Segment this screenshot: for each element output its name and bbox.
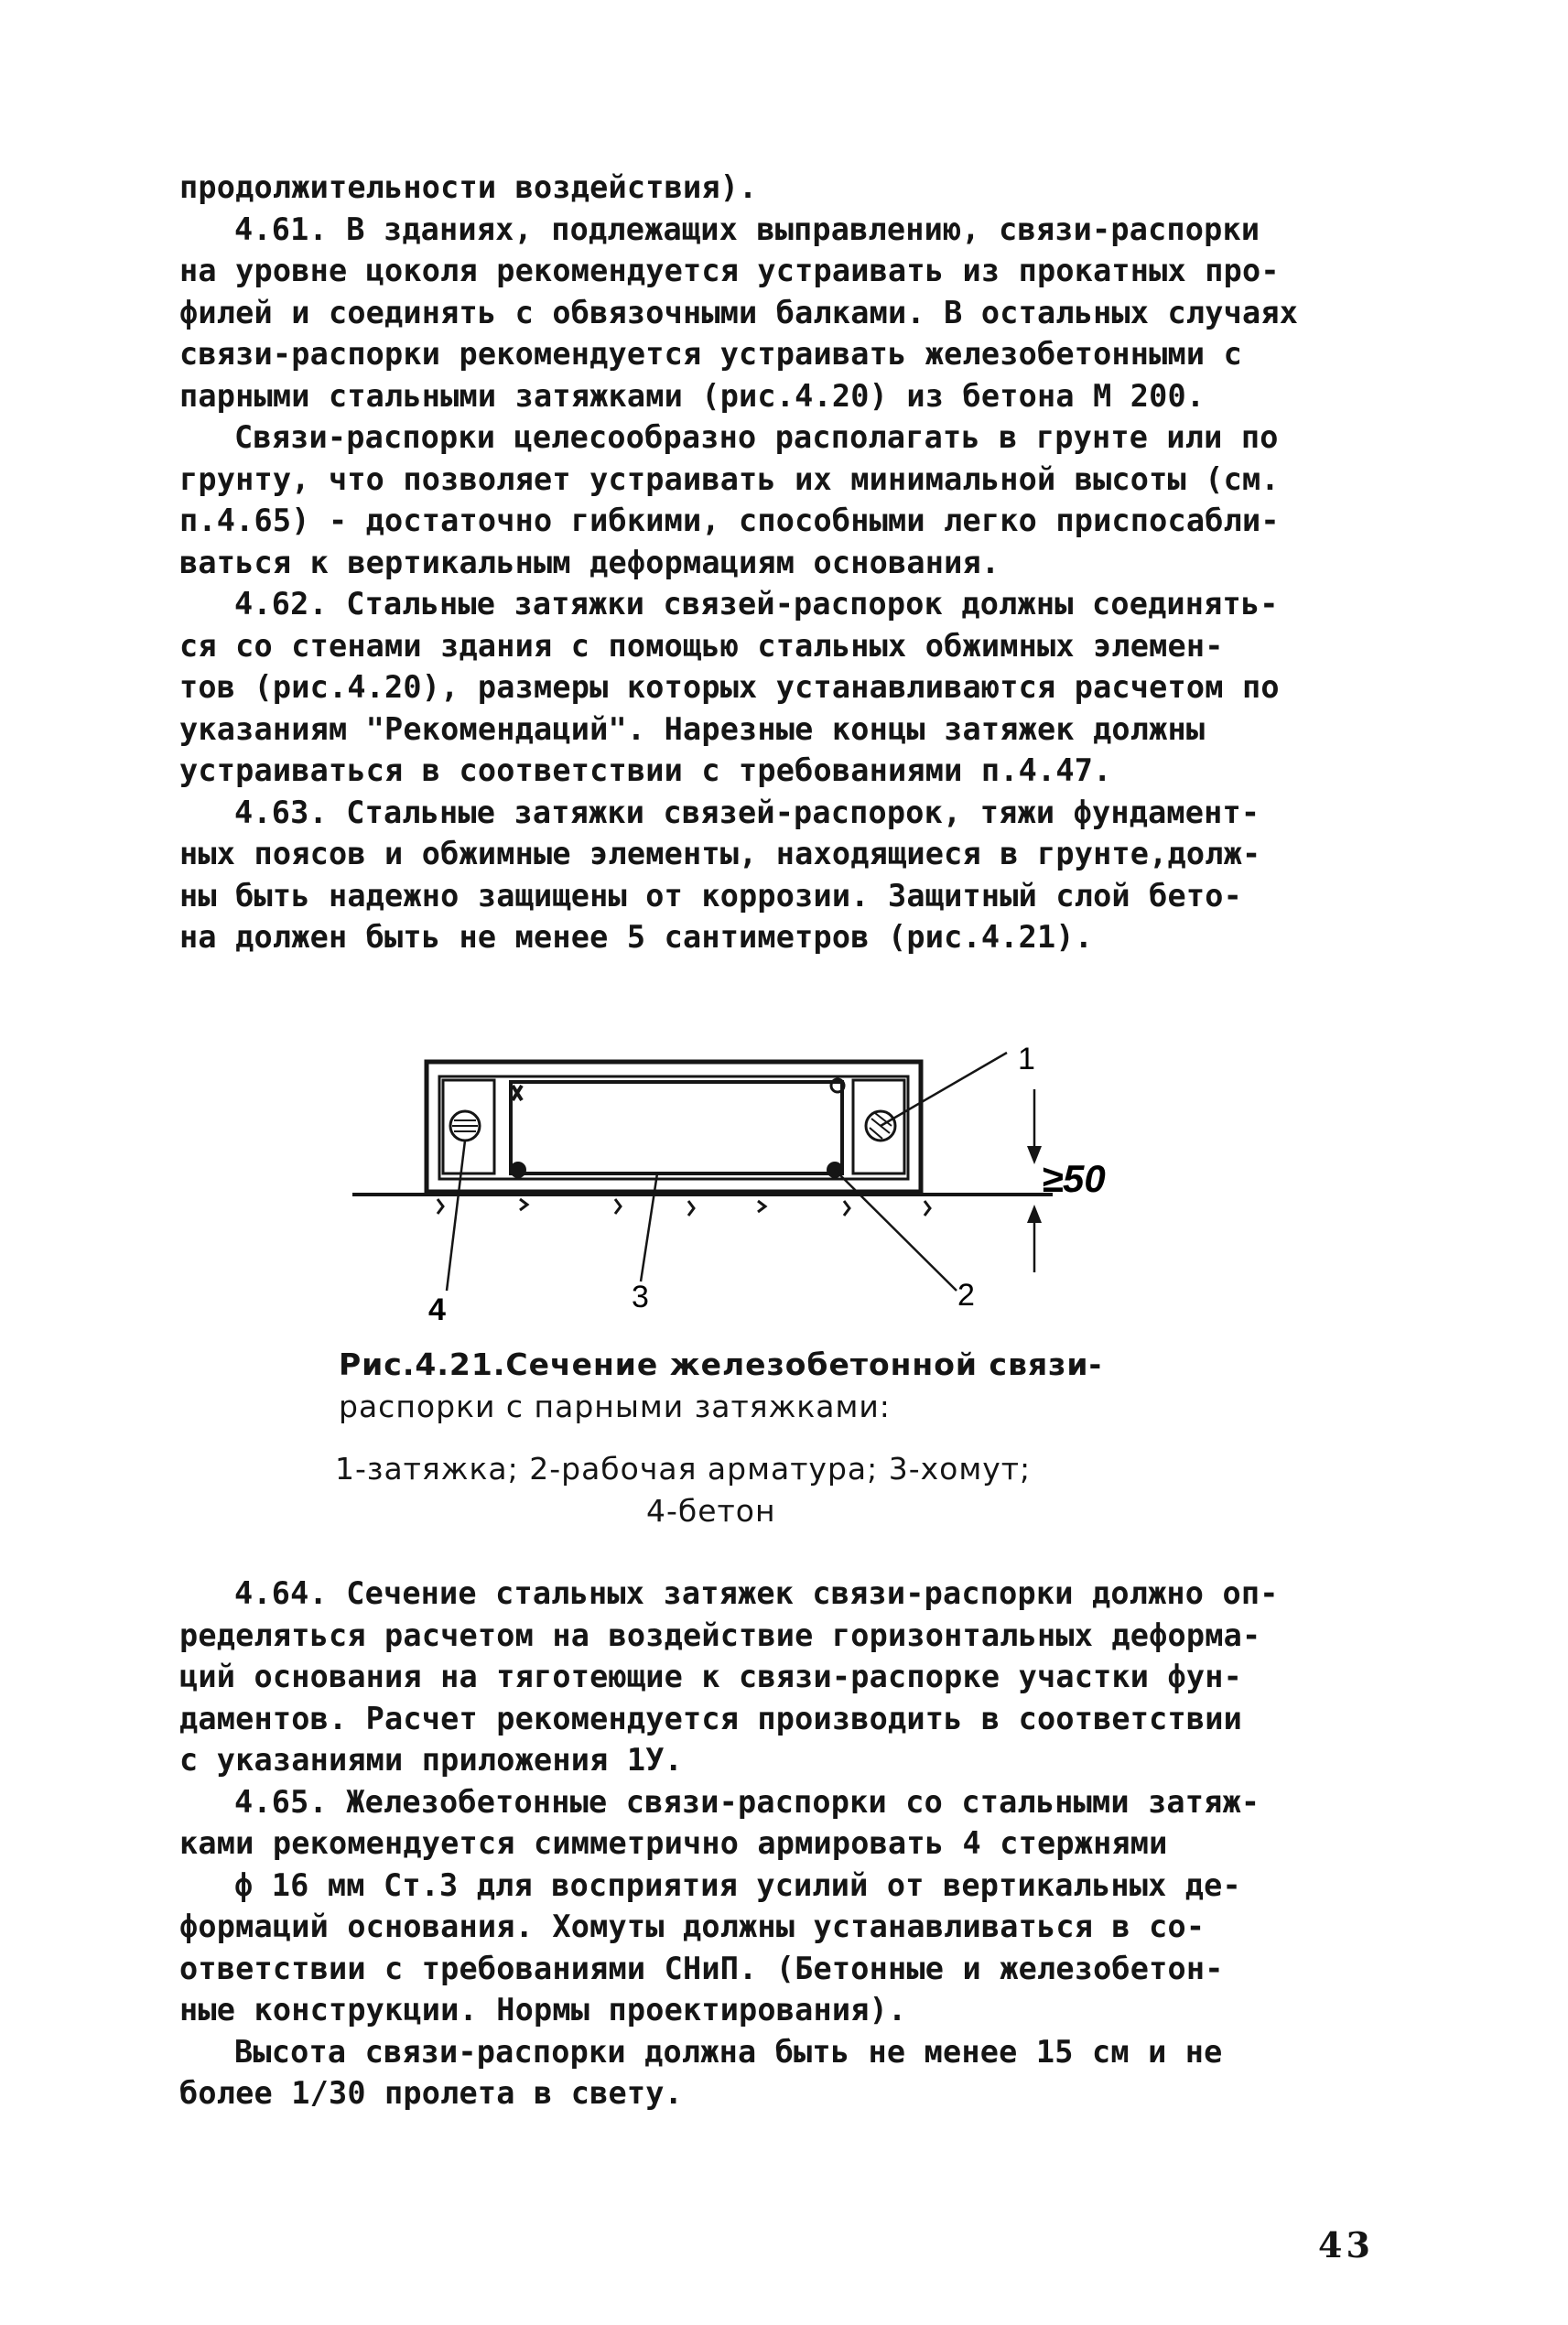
text-line: устраиваться в соответствии с требованиями п.4.47. <box>179 752 1112 788</box>
leader-line-4 <box>447 1141 465 1291</box>
paragraph-4-62: 4.62. Стальные затяжки связей-распорок должны соединять- <box>234 586 1279 622</box>
text-block-bottom <box>179 1573 1424 2114</box>
text-line: Высота связи-распорки должна быть не менее 15 см и не <box>234 2033 1223 2070</box>
figure-label-1: 1 <box>1018 1042 1035 1076</box>
figure-caption-subtitle: распорки с парными затяжками: <box>339 1389 891 1424</box>
paragraph-4-61: 4.61. В зданиях, подлежащих выправлению, связи-распорки <box>234 211 1260 247</box>
text-line: Связи-распорки целесообразно располагать в грунте или по <box>234 419 1279 455</box>
text-line: ками рекомендуется симметрично армировать 4 стержнями <box>179 1825 1168 1861</box>
text-line: ций основания на тяготеющие к связи-распорке участки фун- <box>179 1659 1243 1694</box>
text-line: на должен быть не менее 5 сантиметров (рис.4.21). <box>179 919 1094 955</box>
text-line: ф 16 мм Ст.3 для восприятия усилий от вертикальных де- <box>234 1866 1241 1903</box>
figure-legend-line: 1-затяжка; 2-рабочая арматура; 3-хомут; <box>335 1451 1032 1487</box>
text-line: даментов. Расчет рекомендуется производить в соответствии <box>179 1700 1243 1736</box>
text-line: ны быть надежно защищены от коррозии. Защитный слой бето- <box>179 877 1243 914</box>
page-number: 43 <box>1318 2224 1374 2266</box>
text-line: филей и соединять с обвязочными балками. В остальных случаях <box>179 294 1299 330</box>
text-line: с указаниями приложения 1У. <box>179 1742 683 1778</box>
text-line: ределяться расчетом на воздействие горизонтальных деформа- <box>179 1617 1261 1653</box>
text-line: парными стальными затяжками (рис.4.20) из бетона М 200. <box>179 377 1206 414</box>
dimension-arrow-icon <box>1027 1205 1042 1223</box>
paragraph-4-63: 4.63. Стальные затяжки связей-распорок, тяжи фундамент- <box>234 794 1260 830</box>
hoop-inner <box>511 1082 842 1173</box>
text-line: ваться к вертикальным деформациям основания. <box>179 544 1000 580</box>
dimension-label: ≥50 <box>1042 1157 1106 1200</box>
figure-label-3: 3 <box>632 1280 649 1314</box>
figure-label-2: 2 <box>957 1278 975 1313</box>
left-tie-hatch-icon <box>452 1120 478 1131</box>
dimension-arrow-icon <box>1027 1146 1042 1164</box>
text-line: связи-распорки рекомендуется устраивать железобетонными с <box>179 336 1243 372</box>
paragraph-4-64: 4.64. Сечение стальных затяжек связи-распорки должно оп- <box>234 1575 1279 1611</box>
stirrup-hook-icon <box>513 1086 522 1100</box>
right-tie-box <box>853 1080 904 1173</box>
figure-label-4: 4 <box>428 1292 446 1327</box>
text-line: грунту, что позволяет устраивать их минимальной высоты (см. <box>179 460 1280 497</box>
text-line: п.4.65) - достаточно гибкими, способными легко приспосабли- <box>179 503 1280 538</box>
rebar-bottom-left <box>510 1162 526 1178</box>
figure-caption-title: Рис.4.21.Сечение железобетонной связи- <box>339 1346 1103 1382</box>
figure-legend-line: 4-бетон <box>646 1493 776 1529</box>
figure-caption <box>339 1344 1254 1428</box>
text-line: ных поясов и обжимные элементы, находящиеся в грунте,долж- <box>179 836 1261 871</box>
text-line: ответствии с требованиями СНиП. (Бетонные и железобетон- <box>179 1950 1224 1986</box>
text-line: ся со стенами здания с помощью стальных обжимных элемен- <box>179 627 1224 664</box>
text-line: более 1/30 пролета в свету. <box>179 2075 683 2111</box>
text-line: на уровне цоколя рекомендуется устраивать из прокатных про- <box>179 253 1280 288</box>
text-line: ные конструкции. Нормы проектирования). <box>179 1992 907 2028</box>
figure-legend <box>335 1448 1250 1532</box>
text-line: формаций основания. Хомуты должны устанавливаться в со- <box>179 1909 1206 1944</box>
text-line: продолжительности воздействия). <box>179 169 758 205</box>
leader-line-2 <box>835 1170 957 1291</box>
paragraph-4-65: 4.65. Железобетонные связи-распорки со стальными затяж- <box>234 1783 1260 1820</box>
text-line: указаниям "Рекомендаций". Нарезные концы затяжек должны <box>179 710 1206 747</box>
text-line: тов (рис.4.20), размеры которых устанавливаются расчетом по <box>179 669 1280 705</box>
soil-hatch-icon <box>438 1199 930 1216</box>
